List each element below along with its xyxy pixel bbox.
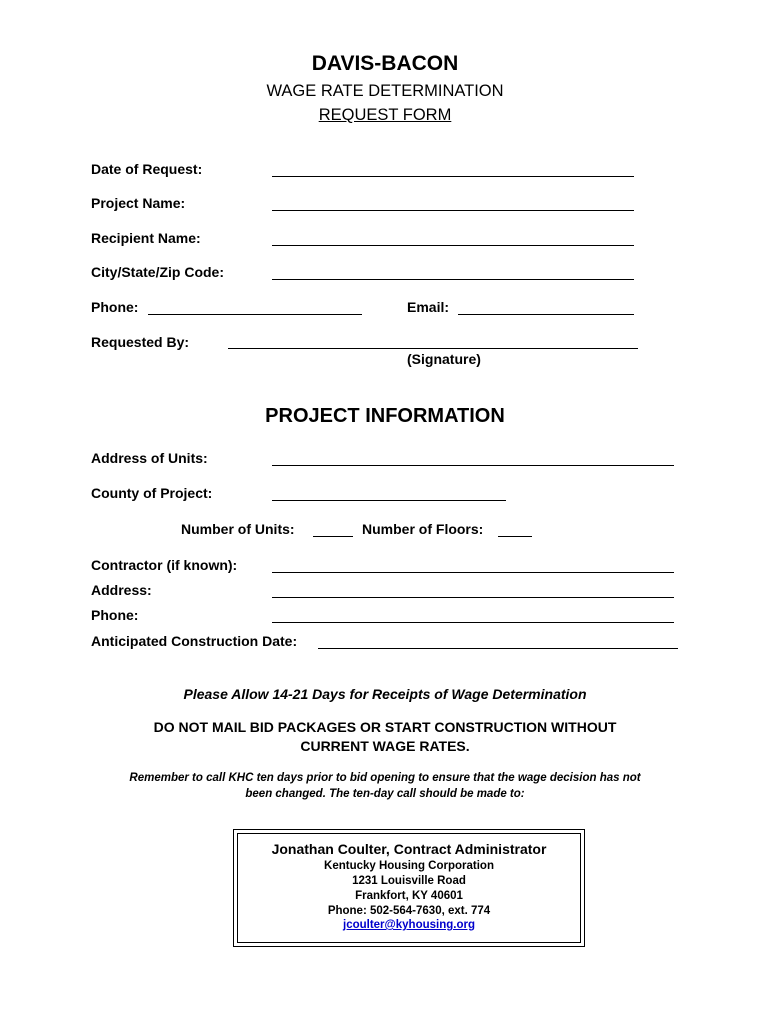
construction-date-field[interactable] xyxy=(318,648,678,649)
contact-city: Frankfort, KY 40601 xyxy=(355,890,463,902)
number-of-floors-field[interactable] xyxy=(498,536,532,537)
warning-notice-line2: CURRENT WAGE RATES. xyxy=(300,738,470,754)
contractor-label: Contractor (if known): xyxy=(91,557,238,573)
contact-email-row xyxy=(238,919,580,931)
project-name-field[interactable] xyxy=(272,210,634,211)
email-label: Email: xyxy=(407,299,450,315)
city-state-zip-field[interactable] xyxy=(272,279,634,280)
county-of-project-field[interactable] xyxy=(272,500,506,501)
county-of-project-label: County of Project: xyxy=(91,485,213,501)
recipient-name-field[interactable] xyxy=(272,245,634,246)
address-of-units-label: Address of Units: xyxy=(91,450,208,466)
contractor-phone-label: Phone: xyxy=(91,607,139,623)
form-name-text: REQUEST FORM xyxy=(318,106,452,124)
contact-box-inner xyxy=(237,833,581,943)
address-of-units-field[interactable] xyxy=(272,465,674,466)
allow-days-notice: Please Allow 14-21 Days for Receipts of Wage Determination xyxy=(183,686,587,702)
signature-caption: (Signature) xyxy=(407,351,481,367)
contact-name: Jonathan Coulter, Contract Administrator xyxy=(271,841,547,857)
project-name-label: Project Name: xyxy=(91,195,186,211)
project-information-heading: PROJECT INFORMATION xyxy=(265,405,505,427)
phone-label: Phone: xyxy=(91,299,139,315)
remember-notice-line2: been changed. The ten-day call should be made to: xyxy=(245,788,525,800)
construction-date-label: Anticipated Construction Date: xyxy=(91,633,298,649)
form-title: DAVIS-BACON xyxy=(311,52,459,75)
number-of-units-label: Number of Units: xyxy=(181,521,295,537)
contact-phone: Phone: 502-564-7630, ext. 774 xyxy=(327,905,491,917)
contractor-phone-field[interactable] xyxy=(272,622,674,623)
date-of-request-field[interactable] xyxy=(272,176,634,177)
contractor-field[interactable] xyxy=(272,572,674,573)
recipient-name-label: Recipient Name: xyxy=(91,230,201,246)
email-field[interactable] xyxy=(458,314,634,315)
date-of-request-label: Date of Request: xyxy=(91,161,203,177)
contractor-address-label: Address: xyxy=(91,582,152,598)
number-of-units-field[interactable] xyxy=(313,536,353,537)
contractor-address-field[interactable] xyxy=(272,597,674,598)
phone-field[interactable] xyxy=(148,314,362,315)
contact-street: 1231 Louisville Road xyxy=(352,875,466,887)
contact-organization: Kentucky Housing Corporation xyxy=(324,860,494,872)
form-name xyxy=(0,106,770,125)
requested-by-label: Requested By: xyxy=(91,334,190,350)
signature-field[interactable] xyxy=(228,348,638,349)
contact-email-link[interactable]: jcoulter@kyhousing.org xyxy=(343,919,475,931)
city-state-zip-label: City/State/Zip Code: xyxy=(91,264,225,280)
contact-box xyxy=(233,829,585,947)
form-subtitle: WAGE RATE DETERMINATION xyxy=(266,82,504,100)
number-of-floors-label: Number of Floors: xyxy=(362,521,484,537)
warning-notice-line1: DO NOT MAIL BID PACKAGES OR START CONSTRUCTION WITHOUT xyxy=(153,719,617,735)
remember-notice-line1: Remember to call KHC ten days prior to bid opening to ensure that the wage decision has not xyxy=(129,772,641,784)
